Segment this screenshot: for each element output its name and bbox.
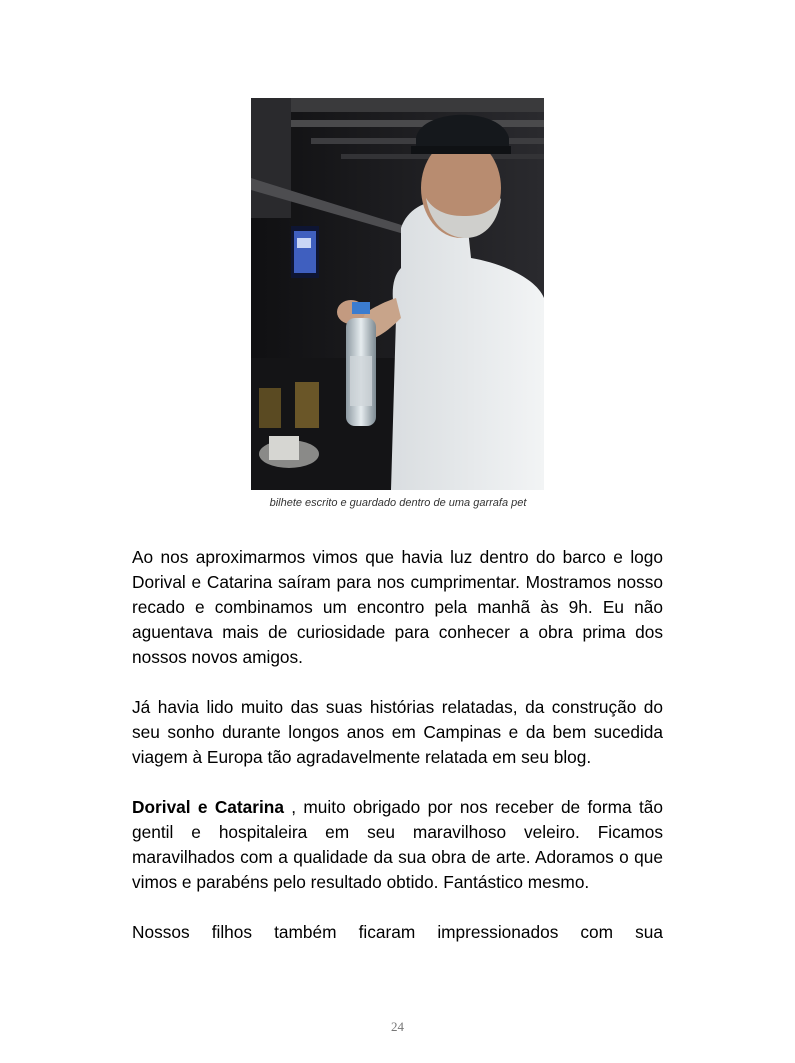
body-text bbox=[132, 545, 663, 970]
paragraph-2: Já havia lido muito das suas histórias relatadas, da construção do seu sonho durante longos anos em Campinas e da bem sucedida viagem à Europa tão agradavelmente relatada em seu blog. bbox=[132, 697, 663, 767]
paragraph-3-text: , muito obrigado por nos receber de forma tão gentil e hospitaleira em seu maravilhoso veleiro. Ficamos maravilhados com a qualidade da sua obra de arte. Adoramos o que vimos e parabéns pelo resultado obtido. Fantástico mesmo. bbox=[132, 797, 663, 892]
paragraph-3 bbox=[132, 795, 663, 895]
paragraph-1: Ao nos aproximarmos vimos que havia luz dentro do barco e logo Dorival e Catarina saíram para nos cumprimentar. Mostramos nosso recado e combinamos um encontro pela manhã às 9h. Eu não aguentava mais de curiosidade para conhecer a obra prima dos nossos novos amigos. bbox=[132, 547, 663, 667]
page-number: 24 bbox=[391, 1019, 404, 1034]
paragraph-3-bold-lead: Dorival e Catarina bbox=[132, 797, 284, 817]
paragraph-4: Nossos filhos também ficaram impressionados com sua bbox=[132, 922, 663, 942]
photo-man-holding-bottle bbox=[251, 98, 544, 490]
figure-caption: bilhete escrito e guardado dentro de uma garrafa pet bbox=[269, 497, 527, 509]
